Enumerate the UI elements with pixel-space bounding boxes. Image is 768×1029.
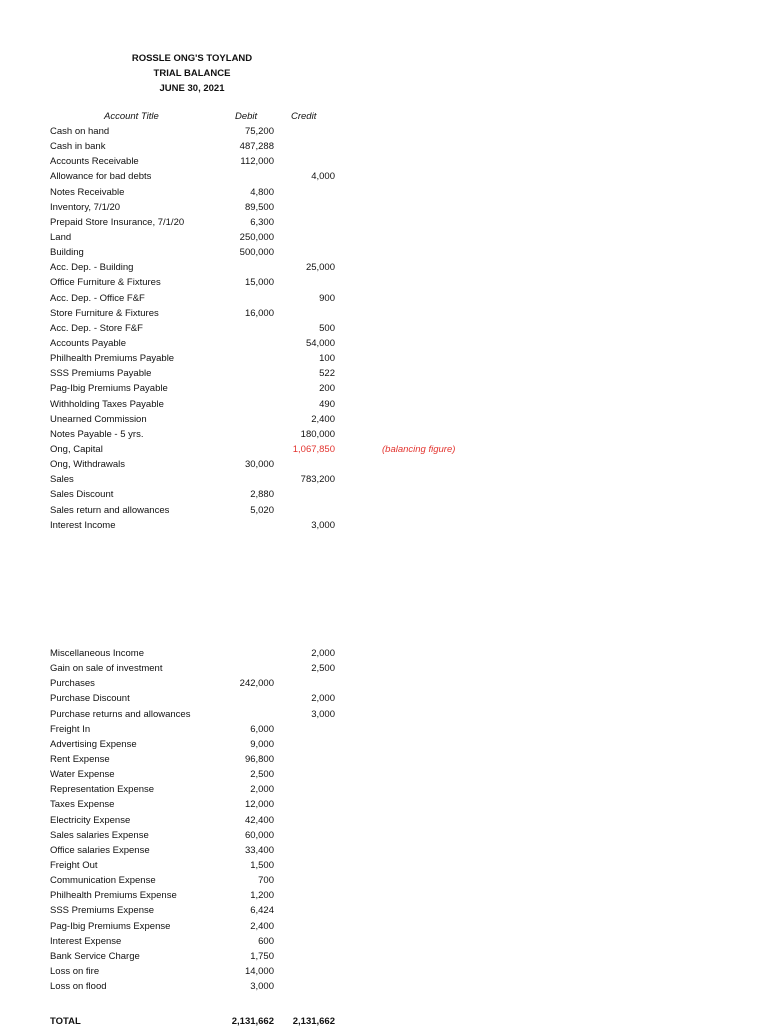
account-title: Miscellaneous Income bbox=[50, 648, 144, 659]
debit-amount: 89,500 bbox=[244, 201, 274, 213]
table-row bbox=[0, 366, 768, 381]
total-credit: 2,131,662 bbox=[292, 1016, 335, 1027]
table-row bbox=[0, 260, 768, 275]
debit-amount: 16,000 bbox=[244, 307, 274, 319]
table-row bbox=[0, 676, 768, 691]
table-row bbox=[0, 503, 768, 518]
table-row bbox=[0, 752, 768, 767]
account-title: Purchase returns and allowances bbox=[50, 708, 191, 720]
account-title: Purchase Discount bbox=[50, 693, 130, 705]
account-title: Interest Income bbox=[50, 519, 116, 531]
debit-amount: 96,800 bbox=[244, 753, 274, 765]
account-title: Acc. Dep. - Store F&F bbox=[50, 322, 143, 334]
table-row bbox=[0, 442, 768, 457]
account-title: Store Furniture & Fixtures bbox=[50, 307, 159, 319]
credit-amount: 500 bbox=[319, 322, 335, 334]
account-title: Allowance for bad debts bbox=[50, 171, 152, 183]
account-title: Representation Expense bbox=[50, 784, 155, 796]
credit-amount: 3,000 bbox=[311, 708, 335, 720]
debit-amount: 33,400 bbox=[244, 844, 274, 856]
table-row bbox=[0, 472, 768, 487]
debit-amount: 600 bbox=[258, 935, 274, 947]
debit-amount: 2,000 bbox=[250, 784, 274, 796]
table-row bbox=[0, 336, 768, 351]
account-title: Inventory, 7/1/20 bbox=[50, 201, 121, 213]
debit-amount: 1,200 bbox=[250, 890, 274, 902]
account-title: Gain on sale of investment bbox=[50, 663, 163, 675]
account-title: Acc. Dep. - Office F&F bbox=[50, 292, 145, 304]
debit-amount: 42,400 bbox=[244, 814, 274, 826]
total-row bbox=[0, 1014, 768, 1029]
account-title: Accounts Receivable bbox=[50, 156, 139, 168]
table-row bbox=[0, 139, 768, 154]
credit-amount: 3,000 bbox=[311, 519, 335, 531]
account-title: Sales bbox=[50, 474, 74, 486]
account-title: Notes Receivable bbox=[50, 186, 125, 198]
account-title: Ong, Capital bbox=[50, 443, 103, 455]
credit-amount: 4,000 bbox=[311, 171, 335, 183]
accounts-section-2 bbox=[0, 646, 768, 994]
debit-amount: 6,300 bbox=[250, 216, 274, 228]
credit-header: Credit bbox=[291, 111, 317, 122]
account-title: Sales Discount bbox=[50, 489, 114, 501]
account-title: Unearned Commission bbox=[50, 413, 147, 425]
account-title: Taxes Expense bbox=[50, 799, 115, 811]
account-title: Office salaries Expense bbox=[50, 844, 150, 856]
table-row bbox=[0, 964, 768, 979]
table-row bbox=[0, 245, 768, 260]
debit-amount: 60,000 bbox=[244, 829, 274, 841]
account-title: Rent Expense bbox=[50, 753, 110, 765]
credit-amount: 100 bbox=[319, 353, 335, 365]
account-title: Loss on flood bbox=[50, 981, 107, 993]
debit-amount: 2,400 bbox=[250, 920, 274, 932]
table-row bbox=[0, 412, 768, 427]
table-row bbox=[0, 873, 768, 888]
debit-amount: 9,000 bbox=[250, 738, 274, 750]
table-row bbox=[0, 858, 768, 873]
accounts-section-1 bbox=[0, 124, 768, 533]
table-row bbox=[0, 707, 768, 722]
table-row bbox=[0, 427, 768, 442]
credit-amount: 2,500 bbox=[311, 663, 335, 675]
table-row bbox=[0, 888, 768, 903]
debit-amount: 2,500 bbox=[250, 769, 274, 781]
account-title: Cash on hand bbox=[50, 126, 110, 137]
table-row bbox=[0, 903, 768, 918]
account-title: Interest Expense bbox=[50, 935, 122, 947]
account-title: SSS Premiums Payable bbox=[50, 368, 152, 380]
table-row bbox=[0, 154, 768, 169]
balancing-figure-note: (balancing figure) bbox=[382, 443, 456, 455]
debit-amount: 5,020 bbox=[250, 504, 274, 516]
account-title: Advertising Expense bbox=[50, 738, 137, 750]
credit-amount: 2,000 bbox=[311, 648, 335, 659]
debit-amount: 2,880 bbox=[250, 489, 274, 501]
account-title: Land bbox=[50, 231, 72, 243]
debit-amount: 4,800 bbox=[250, 186, 274, 198]
account-title: Bank Service Charge bbox=[50, 950, 140, 962]
credit-amount: 2,400 bbox=[311, 413, 335, 425]
table-row bbox=[0, 797, 768, 812]
account-title: Water Expense bbox=[50, 769, 115, 781]
table-row bbox=[0, 351, 768, 366]
credit-amount: 2,000 bbox=[311, 693, 335, 705]
account-title: Philhealth Premiums Payable bbox=[50, 353, 175, 365]
credit-amount: 200 bbox=[319, 383, 335, 395]
account-title: Pag-Ibig Premiums Expense bbox=[50, 920, 171, 932]
table-row bbox=[0, 215, 768, 230]
debit-amount: 14,000 bbox=[244, 965, 274, 977]
debit-amount: 12,000 bbox=[244, 799, 274, 811]
account-title: Pag-Ibig Premiums Payable bbox=[50, 383, 168, 395]
debit-amount: 112,000 bbox=[240, 156, 274, 168]
total-label: TOTAL bbox=[50, 1016, 81, 1027]
table-row bbox=[0, 381, 768, 396]
debit-amount: 487,288 bbox=[239, 141, 274, 153]
credit-amount: 783,200 bbox=[300, 474, 335, 486]
account-title: Accounts Payable bbox=[50, 337, 127, 349]
report-date: JUNE 30, 2021 bbox=[159, 83, 225, 94]
debit-amount: 30,000 bbox=[244, 459, 274, 471]
table-row bbox=[0, 185, 768, 200]
debit-header: Debit bbox=[235, 111, 258, 122]
account-title-header: Account Title bbox=[104, 111, 159, 122]
account-title: Freight In bbox=[50, 723, 91, 735]
account-title: Purchases bbox=[50, 678, 95, 690]
table-row bbox=[0, 200, 768, 215]
company-name: ROSSLE ONG'S TOYLAND bbox=[131, 53, 253, 64]
table-row bbox=[0, 457, 768, 472]
debit-amount: 6,000 bbox=[250, 723, 274, 735]
table-row bbox=[0, 487, 768, 502]
account-title: Ong, Withdrawals bbox=[50, 459, 125, 471]
debit-amount: 1,500 bbox=[250, 859, 274, 871]
account-title: Acc. Dep. - Building bbox=[50, 262, 134, 274]
credit-amount: 54,000 bbox=[305, 337, 335, 349]
account-title: Cash in bank bbox=[50, 141, 106, 153]
credit-amount: 1,067,850 bbox=[292, 443, 335, 455]
table-row bbox=[0, 124, 768, 139]
account-title: Building bbox=[50, 247, 84, 259]
table-row bbox=[0, 306, 768, 321]
account-title: Sales salaries Expense bbox=[50, 829, 149, 841]
table-row bbox=[0, 949, 768, 964]
debit-amount: 6,424 bbox=[250, 905, 274, 917]
debit-amount: 500,000 bbox=[239, 247, 274, 259]
table-row bbox=[0, 722, 768, 737]
table-row bbox=[0, 518, 768, 533]
table-row bbox=[0, 397, 768, 412]
credit-amount: 490 bbox=[319, 398, 335, 410]
account-title: Office Furniture & Fixtures bbox=[50, 277, 161, 289]
table-row bbox=[0, 230, 768, 245]
table-row bbox=[0, 169, 768, 184]
table-row bbox=[0, 782, 768, 797]
credit-amount: 180,000 bbox=[300, 428, 335, 440]
total-debit: 2,131,662 bbox=[231, 1016, 274, 1027]
table-row bbox=[0, 646, 768, 661]
credit-amount: 522 bbox=[319, 368, 335, 380]
table-row bbox=[0, 737, 768, 752]
account-title: Freight Out bbox=[50, 859, 98, 871]
table-row bbox=[0, 979, 768, 994]
table-row bbox=[0, 321, 768, 336]
credit-amount: 25,000 bbox=[305, 262, 335, 274]
table-row bbox=[0, 828, 768, 843]
account-title: Communication Expense bbox=[50, 875, 156, 887]
account-title: SSS Premiums Expense bbox=[50, 905, 155, 917]
table-row bbox=[0, 919, 768, 934]
table-row bbox=[0, 275, 768, 290]
debit-amount: 1,750 bbox=[250, 950, 274, 962]
table-row bbox=[0, 661, 768, 676]
account-title: Philhealth Premiums Expense bbox=[50, 890, 177, 902]
table-row bbox=[0, 691, 768, 706]
account-title: Prepaid Store Insurance, 7/1/20 bbox=[50, 216, 185, 228]
table-row bbox=[0, 291, 768, 306]
debit-amount: 15,000 bbox=[244, 277, 274, 289]
account-title: Sales return and allowances bbox=[50, 504, 170, 516]
debit-amount: 250,000 bbox=[239, 231, 274, 243]
debit-amount: 242,000 bbox=[239, 678, 274, 690]
report-title: TRIAL BALANCE bbox=[153, 68, 231, 79]
table-row bbox=[0, 813, 768, 828]
debit-amount: 700 bbox=[258, 875, 274, 887]
account-title: Loss on fire bbox=[50, 965, 100, 977]
account-title: Notes Payable - 5 yrs. bbox=[50, 428, 144, 440]
table-row bbox=[0, 934, 768, 949]
credit-amount: 900 bbox=[319, 292, 335, 304]
table-row bbox=[0, 767, 768, 782]
table-row bbox=[0, 843, 768, 858]
account-title: Withholding Taxes Payable bbox=[50, 398, 164, 410]
debit-amount: 75,200 bbox=[244, 126, 274, 137]
debit-amount: 3,000 bbox=[250, 981, 274, 993]
account-title: Electricity Expense bbox=[50, 814, 131, 826]
